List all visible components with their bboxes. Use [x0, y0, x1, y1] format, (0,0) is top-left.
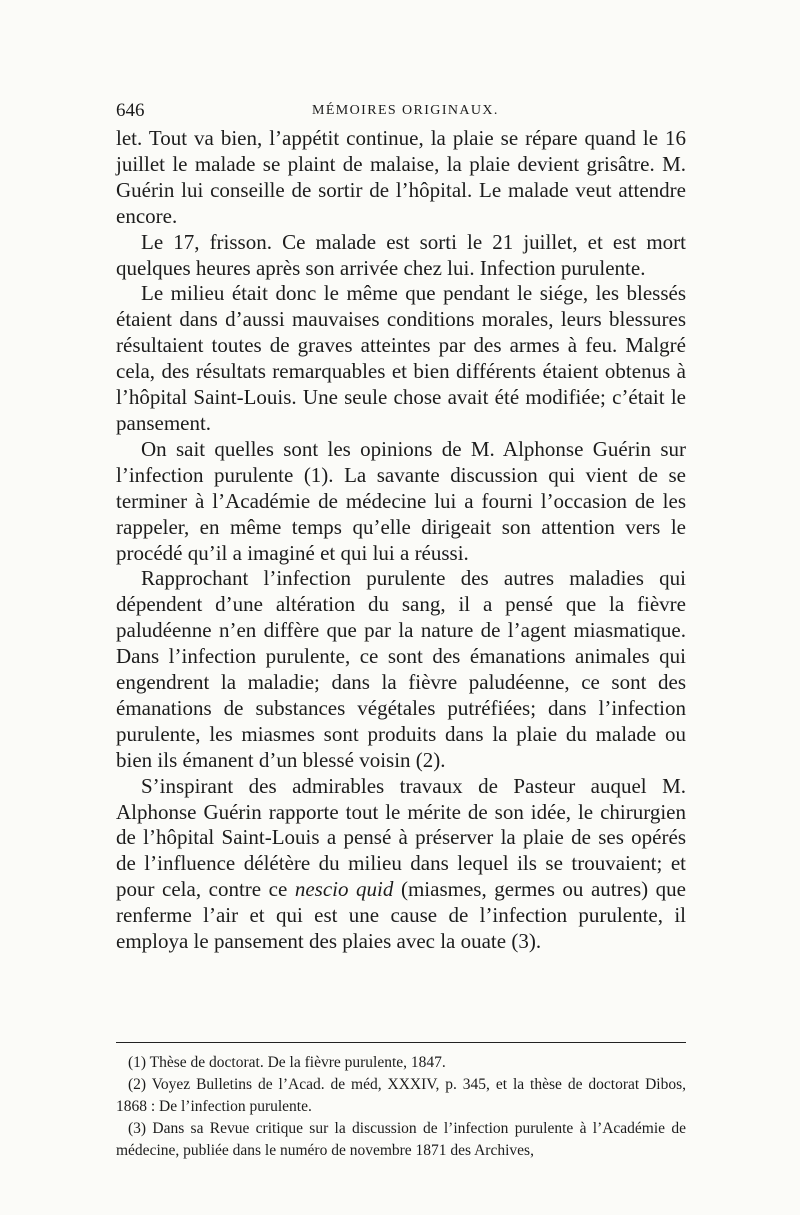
page-header: [116, 100, 686, 124]
body-text: [116, 126, 686, 955]
latin-phrase: nescio quid: [294, 877, 394, 902]
paragraph-text: S’inspirant des admirables travaux de Pasteur auquel M. Alphonse Guérin rapporte tout le mérite de son idée, le chirurgien de l’hôpital Saint-Louis a pensé à préserver la plaie de ses opérés de l’influence délétère du milieu dans lequel ils se trouvaient; et pour cela, contre ce: [116, 773, 686, 902]
paragraph-continuation: let. Tout va bien, l’appétit continue, la plaie se répare quand le 16 juillet le malade se plaint de malaise, la plaie devient grisâtre. M. Guérin lui conseille de sortir de l’hôpital. Le malade veut attendre encore.: [116, 126, 686, 228]
footnote-2: (2) Voyez Bulletins de l’Acad. de méd, XXXIV, p. 345, et la thèse de doctorat Dibos, 1868 : De l’infection purulente.: [116, 1076, 686, 1115]
footnotes: [116, 1052, 686, 1162]
footnote-separator: [116, 1042, 686, 1043]
page-number: 646: [116, 100, 145, 121]
paragraph: [116, 774, 686, 955]
footnote-3: (3) Dans sa Revue critique sur la discussion de l’infection purulente à l’Académie de médecine, publiée dans le numéro de novembre 1871 des Archives,: [116, 1120, 686, 1159]
footnote-1: (1) Thèse de doctorat. De la fièvre purulente, 1847.: [128, 1054, 446, 1071]
paragraph: Le milieu était donc le même que pendant le siége, les blessés étaient dans d’aussi mauvaises conditions morales, leurs blessures résultaient toutes de graves atteintes par des armes à feu. Malgré cela, des résultats remarquables et bien différents étaient obtenus à l’hôpital Saint-Louis. Une seule chose avait été modifiée; c’était le pansement.: [116, 281, 686, 435]
paragraph-text: (miasmes, germes ou autres) que renferme l’air et qui est une cause de l’infection purulente, il employa le pansement des plaies avec la ouate (3).: [116, 877, 686, 954]
paragraph: On sait quelles sont les opinions de M. Alphonse Guérin sur l’infection purulente (1). La savante discussion qui vient de se terminer à l’Académie de médecine lui a fourni l’occasion de les rappeler, en même temps qu’elle dirigeait son attention vers le procédé qu’il a imaginé et qui lui a réussi.: [116, 436, 686, 565]
paragraph: Rapprochant l’infection purulente des autres maladies qui dépendent d’une altération du sang, il a pensé que la fièvre paludéenne n’en diffère que par la nature de l’agent miasmatique. Dans l’infection purulente, ce sont des émanations animales qui engendrent la maladie; dans la fièvre paludéenne, ce sont des émanations de substances végétales putréfiées; dans l’infection purulente, les miasmes sont produits dans la plaie du malade ou bien ils émanent d’un blessé voisin (2).: [116, 566, 686, 772]
running-title: MÉMOIRES ORIGINAUX.: [312, 103, 499, 118]
paragraph: Le 17, frisson. Ce malade est sorti le 21 juillet, et est mort quelques heures après son arrivée chez lui. Infection purulente.: [116, 229, 686, 280]
